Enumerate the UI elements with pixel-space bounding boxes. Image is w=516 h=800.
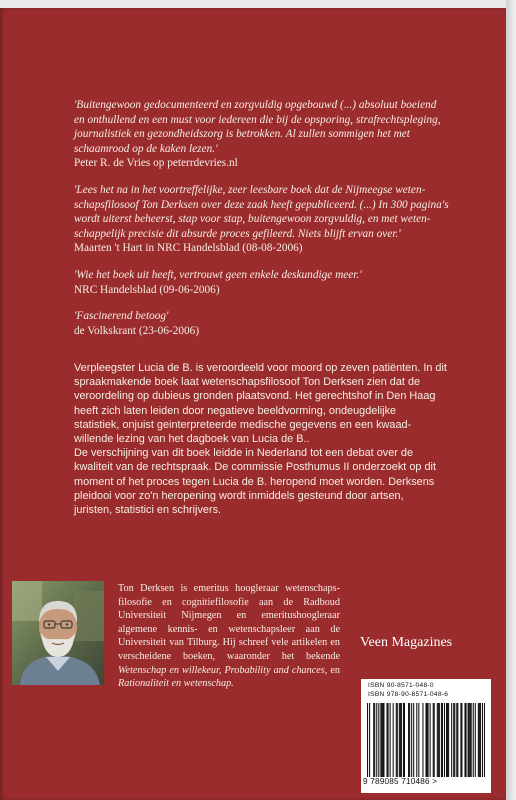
barcode-bar bbox=[439, 703, 440, 777]
ean-digits: 9 789085 710486 > bbox=[363, 777, 438, 786]
quote-source: de Volkskrant (23-06-2006) bbox=[74, 324, 200, 337]
barcode-bar bbox=[388, 703, 389, 777]
isbn-13: ISBN 978-90-8571-048-6 bbox=[368, 691, 449, 698]
barcode-bar bbox=[396, 703, 397, 777]
page-edge-right bbox=[506, 0, 516, 800]
barcode-bar bbox=[442, 703, 443, 777]
barcode-bar bbox=[437, 703, 438, 777]
barcode-bar bbox=[397, 703, 398, 777]
quote-source: NRC Handelsblad (09-06-2006) bbox=[74, 283, 220, 296]
barcode-bar bbox=[413, 703, 414, 777]
barcode-bar bbox=[444, 703, 445, 777]
barcode-bar bbox=[461, 703, 462, 777]
barcode-bar bbox=[380, 703, 381, 777]
description-paragraph: Verpleegster Lucia de B. is veroordeeld voor moord op zeven patiënten. In dit spraakmakende boek laat wetenschapsfilosoof Ton Derksen zien dat de veroordeling op dubieus gronden plaatsvond. Het gerechtshof in Den Haag heeft zich laten leiden door negatieve beeldvorming, ondeugdelijke statistiek, onjuist geinterpreteerde medische gegevens en een kwaad- willende lezing van het dagboek van Lucia de B.. bbox=[74, 362, 447, 446]
barcode-bar bbox=[457, 703, 458, 777]
barcode-bar bbox=[374, 703, 375, 777]
barcode-bar bbox=[367, 703, 368, 777]
barcode-bar bbox=[399, 703, 400, 777]
barcode-bar bbox=[404, 703, 405, 777]
author-bio-last-title: Rationaliteit en wetenschap. bbox=[118, 678, 234, 690]
review-quote bbox=[74, 98, 484, 171]
barcode-bar bbox=[484, 703, 485, 777]
barcode-label bbox=[361, 679, 491, 793]
quote-text: 'Wie het boek uit heeft, vertrouwt geen enkele deskundige meer.' bbox=[74, 268, 362, 281]
barcode-bar bbox=[376, 703, 377, 777]
isbn-10: ISBN 90-8571-048-0 bbox=[368, 682, 434, 689]
barcode-bar bbox=[454, 703, 455, 777]
author-bio-text: Ton Derksen is emeritus hoogleraar wetenschaps-filosofie en cognitiefilosofie aan de Radboud Universiteit Nijmegen en emeritushoogleraar algemene kennis- en wetenschapsleer aan de Universiteit van Tilburg. Hij schreef vele artikelen en verscheidene boeken, waaronder het bekende bbox=[118, 583, 340, 662]
barcode-bar bbox=[480, 703, 481, 777]
barcode-bar bbox=[403, 703, 404, 777]
barcode-bar bbox=[386, 703, 387, 777]
barcode-bar bbox=[482, 703, 483, 777]
barcode-bar bbox=[393, 703, 394, 777]
barcode-bar bbox=[475, 703, 476, 777]
barcode-bar bbox=[469, 703, 470, 777]
description-paragraph: De verschijning van dit boek leidde in Nederland tot een debat over de kwaliteit van de rechtspraak. De commissie Posthumus II onderzoekt op dit moment of het proces tegen Lucia de B. heropend moet worden. Derksens pleidooi voor zo'n heropening wordt inmiddels gesteund door artsen, juristen, statistici en schrijvers. bbox=[74, 447, 436, 517]
quote-source: Peter R. de Vries op peterrdevries.nl bbox=[74, 157, 238, 170]
barcode-bar bbox=[381, 703, 382, 777]
barcode-bar bbox=[466, 703, 467, 777]
barcode-bar bbox=[382, 703, 383, 777]
review-quote bbox=[74, 183, 484, 256]
quote-text: 'Fascinerend betoog' bbox=[74, 310, 169, 323]
author-photo bbox=[12, 581, 104, 685]
barcode-bar bbox=[478, 703, 479, 777]
barcode-bar bbox=[447, 703, 448, 777]
barcode-bar bbox=[441, 703, 442, 777]
barcode-bar bbox=[373, 703, 374, 777]
book-description bbox=[74, 361, 494, 517]
barcode-bar bbox=[468, 703, 469, 777]
barcode-bar bbox=[428, 703, 429, 777]
barcode-bar bbox=[456, 703, 457, 777]
barcode-bar bbox=[433, 703, 434, 777]
barcode-bar bbox=[416, 703, 417, 777]
barcode-bar bbox=[453, 703, 454, 777]
author-portrait-image bbox=[12, 581, 104, 685]
barcode-bar bbox=[383, 703, 384, 777]
author-bio-titles: Wetenschap en willekeur, Probability and chances, bbox=[118, 664, 328, 676]
barcode-bar bbox=[418, 703, 419, 777]
author-bio bbox=[118, 582, 340, 691]
barcode-bar bbox=[479, 703, 480, 777]
barcode-bar bbox=[448, 703, 449, 777]
barcode-bar bbox=[434, 703, 435, 777]
barcode-bar bbox=[425, 703, 426, 777]
quote-source: Maarten 't Hart in NRC Handelsblad (08-08-2006) bbox=[74, 242, 303, 255]
barcode-bar bbox=[446, 703, 447, 777]
barcode-bar bbox=[422, 703, 423, 777]
barcode-bar bbox=[438, 703, 439, 777]
review-quotes bbox=[74, 98, 484, 350]
review-quote bbox=[74, 268, 484, 297]
barcode-bar bbox=[378, 703, 379, 777]
barcode-bar bbox=[401, 703, 402, 777]
quote-text: 'Lees het na in het voortreffelijke, zeer leesbare boek dat de Nijmeegse weten- schapsfilosoof Ton Derksen over deze zaak heeft gepubliceerd. (...) In 300 pagina's wordt uiterst beheerst, stap voor stap, buitengewoon zorgvuldig, en met weten- schappelijk precisie dit absurde proces gefileerd. Niets blijft ervan over.' bbox=[74, 183, 449, 240]
barcode-bar bbox=[400, 703, 401, 777]
author-bio-connector: en bbox=[330, 664, 340, 676]
barcode-bar bbox=[390, 703, 391, 777]
barcode-bar bbox=[464, 703, 465, 777]
book-back-cover bbox=[0, 8, 506, 800]
barcode-bar bbox=[460, 703, 461, 777]
barcode-bar bbox=[427, 703, 428, 777]
barcode-bar bbox=[473, 703, 474, 777]
barcode-bar bbox=[408, 703, 409, 777]
barcode-bar bbox=[471, 703, 472, 777]
barcode-bar bbox=[451, 703, 452, 777]
barcode-bar bbox=[369, 703, 370, 777]
publisher-name: Veen Magazines bbox=[360, 635, 453, 650]
quote-text: 'Buitengewoon gedocumenteerd en zorgvuldig opgebouwd (...) absoluut boeiend en onthullend en een must voor iedereen die bij de opsporing, strafrechtspleging, journalistiek en gezondheidszorg is betrokken. Al zullen sommigen het met schaamrood op de kaken lezen.' bbox=[74, 99, 441, 155]
barcode-bar bbox=[470, 703, 471, 777]
barcode bbox=[367, 703, 485, 777]
barcode-bar bbox=[409, 703, 410, 777]
barcode-bar bbox=[411, 703, 412, 777]
review-quote bbox=[74, 309, 484, 338]
barcode-bar bbox=[430, 703, 431, 777]
